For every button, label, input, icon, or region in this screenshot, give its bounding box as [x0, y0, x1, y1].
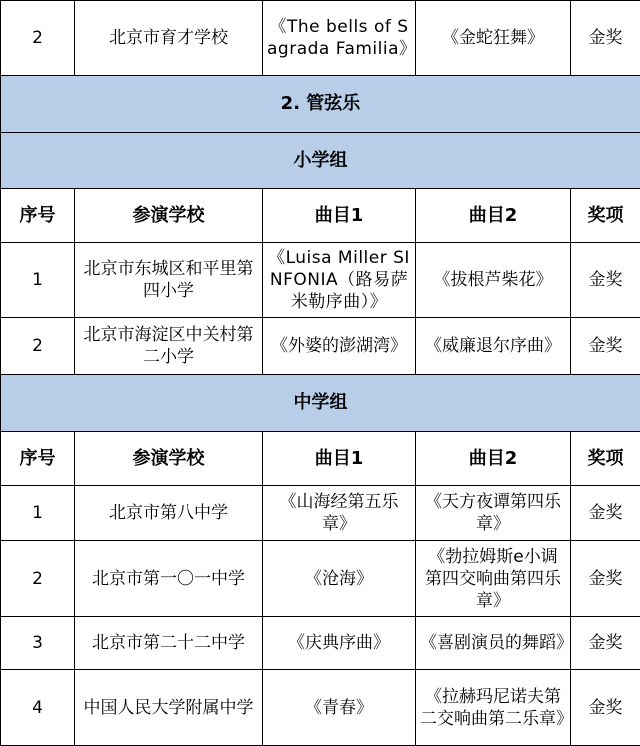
row-number: 2	[1, 318, 75, 375]
group-header-row	[1, 133, 640, 189]
school-name: 北京市海淀区中关村第二小学	[75, 318, 263, 375]
school-name: 北京市第八中学	[75, 486, 263, 541]
header-award: 奖项	[571, 189, 640, 243]
group-title-secondary: 中学组	[1, 375, 640, 432]
piece-1: 《庆典序曲》	[263, 617, 416, 670]
group-header-row	[1, 375, 640, 432]
row-number: 3	[1, 617, 75, 670]
header-no: 序号	[1, 189, 75, 243]
school-name: 北京市第二十二中学	[75, 617, 263, 670]
school-name: 北京市东城区和平里第四小学	[75, 243, 263, 318]
piece-2: 《勃拉姆斯e小调第四交响曲第四乐章》	[416, 541, 571, 617]
header-piece2: 曲目2	[416, 189, 571, 243]
award: 金奖	[571, 243, 640, 318]
school-name: 北京市育才学校	[75, 1, 263, 76]
piece-1: 《山海经第五乐章》	[263, 486, 416, 541]
column-header-row	[1, 432, 640, 486]
table-row	[1, 617, 640, 670]
header-piece2: 曲目2	[416, 432, 571, 486]
school-name: 北京市第一〇一中学	[75, 541, 263, 617]
header-school: 参演学校	[75, 432, 263, 486]
award: 金奖	[571, 486, 640, 541]
award: 金奖	[571, 1, 640, 76]
piece-2: 《金蛇狂舞》	[416, 1, 571, 76]
award: 金奖	[571, 541, 640, 617]
school-name: 中国人民大学附属中学	[75, 670, 263, 746]
header-school: 参演学校	[75, 189, 263, 243]
group-title-primary: 小学组	[1, 133, 640, 189]
table-row	[1, 243, 640, 318]
table-row	[1, 1, 640, 76]
award: 金奖	[571, 318, 640, 375]
piece-1: 《外婆的澎湖湾》	[263, 318, 416, 375]
row-number: 1	[1, 486, 75, 541]
piece-2: 《喜剧演员的舞蹈》	[416, 617, 571, 670]
piece-1: 《The bells of Sagrada Familia》	[263, 1, 416, 76]
row-number: 1	[1, 243, 75, 318]
piece-1: 《沧海》	[263, 541, 416, 617]
row-number: 2	[1, 541, 75, 617]
table-row	[1, 670, 640, 746]
header-award: 奖项	[571, 432, 640, 486]
piece-2: 《天方夜谭第四乐章》	[416, 486, 571, 541]
award: 金奖	[571, 617, 640, 670]
section-header-row	[1, 76, 640, 133]
piece-1: 《青春》	[263, 670, 416, 746]
header-no: 序号	[1, 432, 75, 486]
row-number: 4	[1, 670, 75, 746]
section-title: 2. 管弦乐	[1, 76, 640, 133]
table-row	[1, 486, 640, 541]
piece-2: 《拔根芦柴花》	[416, 243, 571, 318]
table-row	[1, 318, 640, 375]
piece-2: 《威廉退尔序曲》	[416, 318, 571, 375]
row-number: 2	[1, 1, 75, 76]
piece-1: 《Luisa Miller SINFONIA（路易萨米勒序曲）》	[263, 243, 416, 318]
table-row	[1, 541, 640, 617]
header-piece1: 曲目1	[263, 432, 416, 486]
award: 金奖	[571, 670, 640, 746]
header-piece1: 曲目1	[263, 189, 416, 243]
column-header-row	[1, 189, 640, 243]
piece-2: 《拉赫玛尼诺夫第二交响曲第二乐章》	[416, 670, 571, 746]
